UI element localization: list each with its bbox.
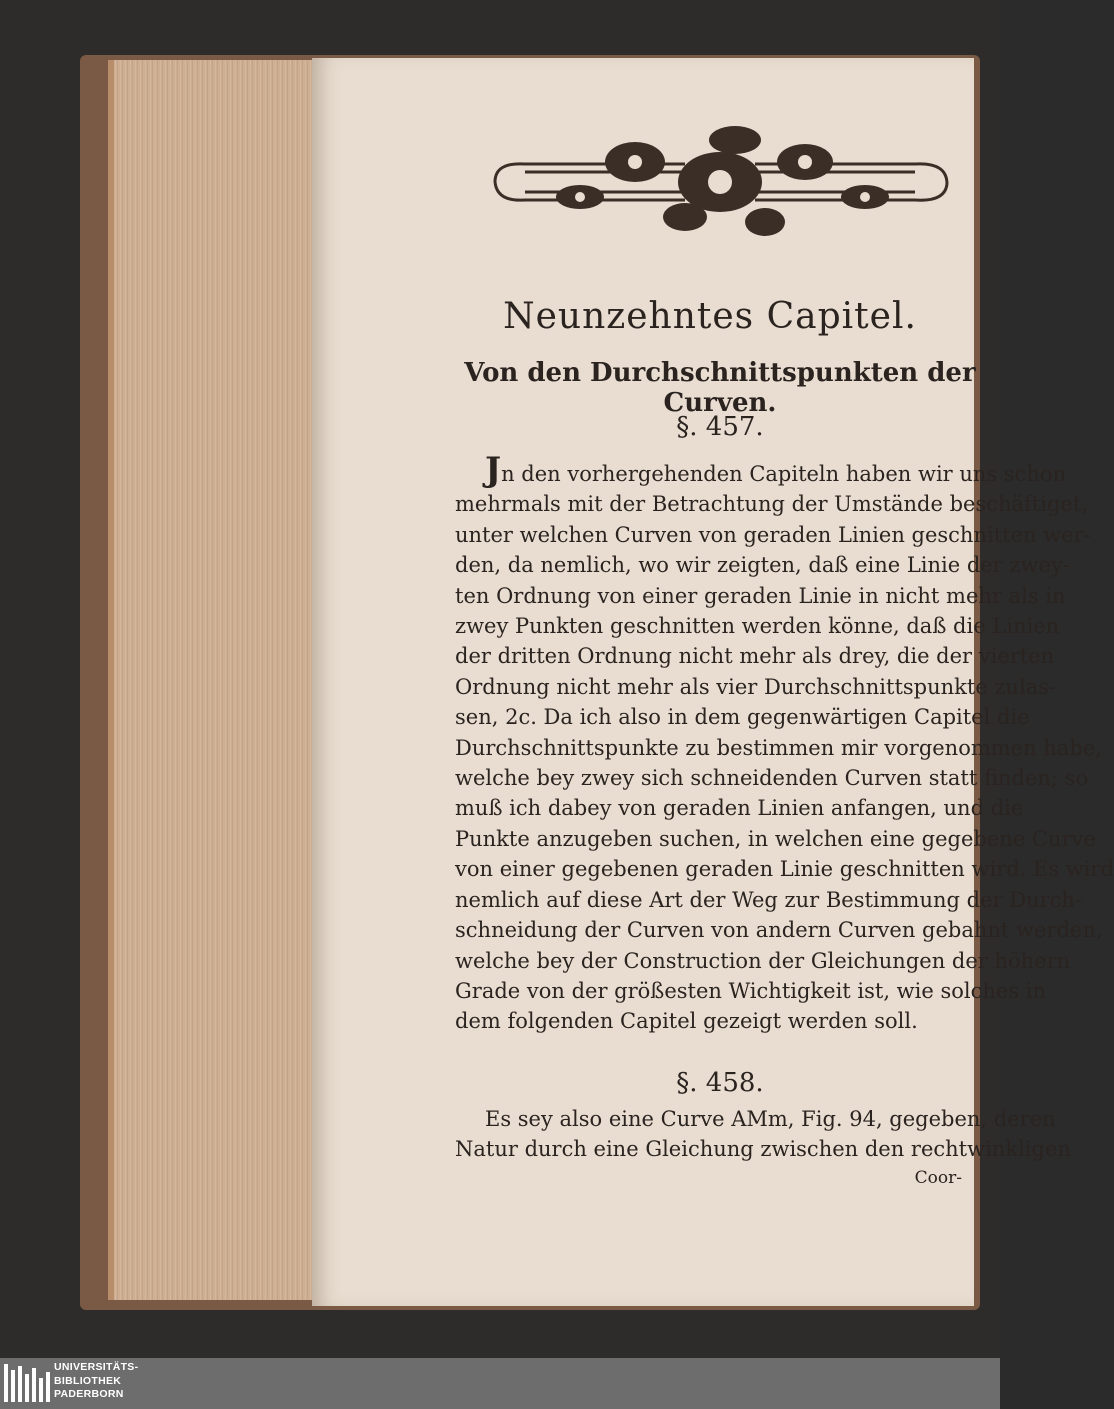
text-line: muß ich dabey von geraden Linien anfangen, und die	[455, 796, 1024, 821]
chapter-subtitle: Von den Durchschnittspunkten der Curven.	[464, 358, 976, 418]
text-line: welche bey der Construction der Gleichungen der höhern	[455, 948, 1071, 973]
text-line: mehrmals mit der Betrachtung der Umstände beschäftiget,	[455, 492, 1088, 517]
footer-bar	[0, 1358, 1000, 1409]
drop-cap: J	[485, 450, 502, 490]
paragraph-457	[455, 450, 1114, 1037]
logo-line: UNIVERSITÄTS-	[54, 1361, 139, 1373]
text-line: von einer gegebenen geraden Linie geschnitten wird. Es wird	[455, 857, 1114, 882]
library-logo-text	[54, 1361, 138, 1402]
text-line: nemlich auf diese Art der Weg zur Bestimmung der Durch-	[455, 887, 1082, 912]
text-line: dem folgenden Capitel gezeigt werden soll.	[455, 1009, 918, 1034]
text-line: zwey Punkten geschnitten werden könne, daß die Linien	[455, 614, 1060, 639]
library-logo-icon	[4, 1364, 50, 1402]
logo-line: PADERBORN	[54, 1388, 124, 1400]
text-line: ten Ordnung von einer geraden Linie in nicht mehr als in	[455, 583, 1066, 608]
text-line: sen, 2c. Da ich also in dem gegenwärtigen Capitel die	[455, 705, 1030, 730]
text-line: Punkte anzugeben suchen, in welchen eine gegebene Curve	[455, 826, 1096, 851]
paragraph-458	[455, 1104, 1071, 1165]
text-line: welche bey zwey sich schneidenden Curven statt finden; so	[455, 766, 1089, 791]
logo-line: BIBLIOTHEK	[54, 1374, 122, 1387]
text-line: unter welchen Curven von geraden Linien geschnitten wer-	[455, 522, 1091, 547]
text-line: Ordnung nicht mehr als vier Durchschnittspunkte zulas-	[455, 674, 1057, 699]
section-heading-458: §. 458.	[676, 1068, 764, 1098]
section-heading-457: §. 457.	[676, 412, 764, 442]
text-line: Jn den vorhergehenden Capiteln haben wir uns schon	[485, 450, 1067, 490]
text-line: Natur durch eine Gleichung zwischen den rechtwinkligen	[455, 1137, 1071, 1162]
text-line: Durchschnittspunkte zu bestimmen mir vorgenommen habe,	[455, 735, 1102, 760]
text-line: den, da nemlich, wo wir zeigten, daß eine Linie der zwey-	[455, 553, 1070, 578]
catchword: Coor-	[914, 1168, 962, 1188]
chapter-title: Neunzehntes Capitel.	[503, 296, 917, 337]
text-line: schneidung der Curven von andern Curven gebahnt werden,	[455, 918, 1103, 943]
text-line: der dritten Ordnung nicht mehr als drey, die der vierten	[455, 644, 1055, 669]
text-line: Grade von der größesten Wichtigkeit ist, wie solches in	[455, 978, 1047, 1003]
floral-ornament-icon	[485, 122, 955, 244]
page-edges	[108, 60, 324, 1300]
text-line: Es sey also eine Curve AMm, Fig. 94, gegeben, deren	[485, 1107, 1056, 1131]
